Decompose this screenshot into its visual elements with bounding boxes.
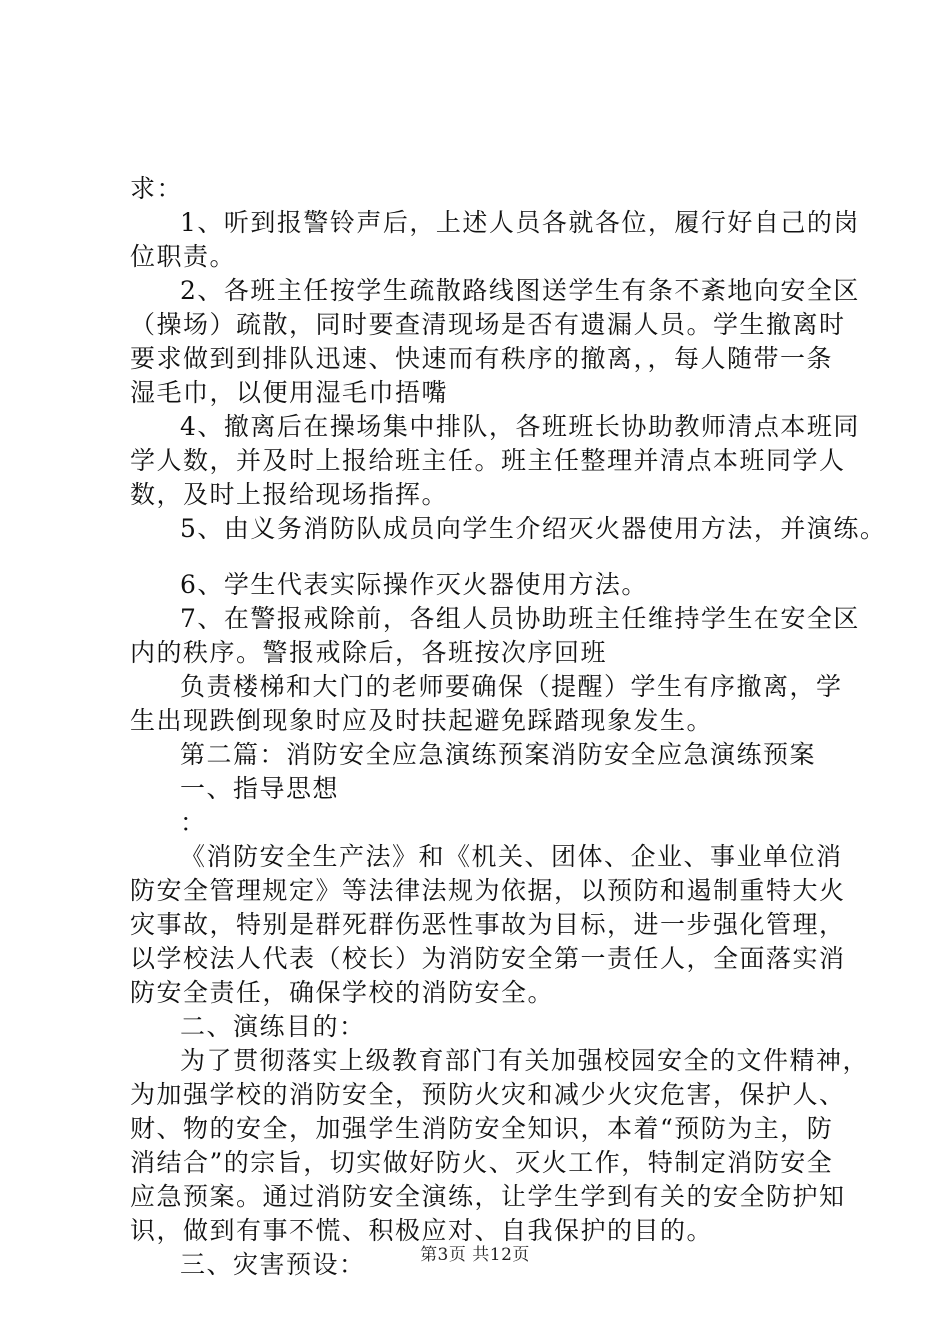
text-line: ： <box>180 808 207 837</box>
text-line: 求： <box>130 174 184 203</box>
text-line: 生出现跌倒现象时应及时扶起避免踩踏现象发生。 <box>130 706 714 735</box>
text-line: 为了贯彻落实上级教育部门有关加强校园安全的文件精神， <box>180 1046 870 1075</box>
section-heading: 三、灾害预设： <box>180 1250 366 1279</box>
text-line: （操场）疏散，同时要查清现场是否有遗漏人员。学生撤离时 <box>130 310 846 339</box>
text-line: 防安全责任，确保学校的消防安全。 <box>130 978 555 1007</box>
text-line: 要求做到到排队迅速、快速而有秩序的撤离，，每人随带一条 <box>130 344 834 373</box>
paragraph-gap <box>130 546 840 568</box>
text-line: 防安全管理规定》等法律法规为依据，以预防和遏制重特大火 <box>130 876 846 905</box>
text-line: 湿毛巾，以便用湿毛巾捂嘴 <box>130 378 449 407</box>
text-line: 消结合”的宗旨，切实做好防火、灭火工作，特制定消防安全 <box>130 1148 834 1177</box>
text-line: 7、在警报戒除前，各组人员协助班主任维持学生在安全区 <box>180 604 860 633</box>
text-line: 灾事故，特别是群死群伤恶性事故为目标，进一步强化管理， <box>130 910 846 939</box>
text-line: 数，及时上报给现场指挥。 <box>130 480 449 509</box>
text-line: 识，做到有事不慌、积极应对、自我保护的目的。 <box>130 1216 714 1245</box>
text-line: 以学校法人代表（校长）为消防安全第一责任人，全面落实消 <box>130 944 846 973</box>
page-number-footer: 第3页 共12页 <box>420 1245 530 1265</box>
text-line: 2、各班主任按学生疏散路线图送学生有条不紊地向安全区 <box>180 276 860 305</box>
text-line: 5、由义务消防队成员向学生介绍灭火器使用方法，并演练。 <box>180 514 887 543</box>
text-line: 财、物的安全，加强学生消防安全知识，本着“预防为主，防 <box>130 1114 834 1143</box>
text-line: 4、撤离后在操场集中排队，各班班长协助教师清点本班同 <box>180 412 860 441</box>
text-line: 1、听到报警铃声后，上述人员各就各位，履行好自己的岗 <box>180 208 860 237</box>
document-body <box>130 172 887 1282</box>
text-line: 为加强学校的消防安全，预防火灾和减少火灾危害，保护人、 <box>130 1080 846 1109</box>
text-line: 内的秩序。警报戒除后，各班按次序回班 <box>130 638 608 667</box>
text-line: 负责楼梯和大门的老师要确保（提醒）学生有序撤离，学 <box>180 672 843 701</box>
section-heading: 第二篇：消防安全应急演练预案消防安全应急演练预案 <box>180 740 817 769</box>
text-line: 位职责。 <box>130 242 237 271</box>
section-heading: 一、指导思想 <box>180 774 340 803</box>
text-line: 《消防安全生产法》和《机关、团体、企业、事业单位消 <box>180 842 843 871</box>
text-line: 应急预案。通过消防安全演练，让学生学到有关的安全防护知 <box>130 1182 846 1211</box>
text-line: 学人数，并及时上报给班主任。班主任整理并清点本班同学人 <box>130 446 846 475</box>
text-line: 6、学生代表实际操作灭火器使用方法。 <box>180 570 648 599</box>
section-heading: 二、演练目的： <box>180 1012 366 1041</box>
